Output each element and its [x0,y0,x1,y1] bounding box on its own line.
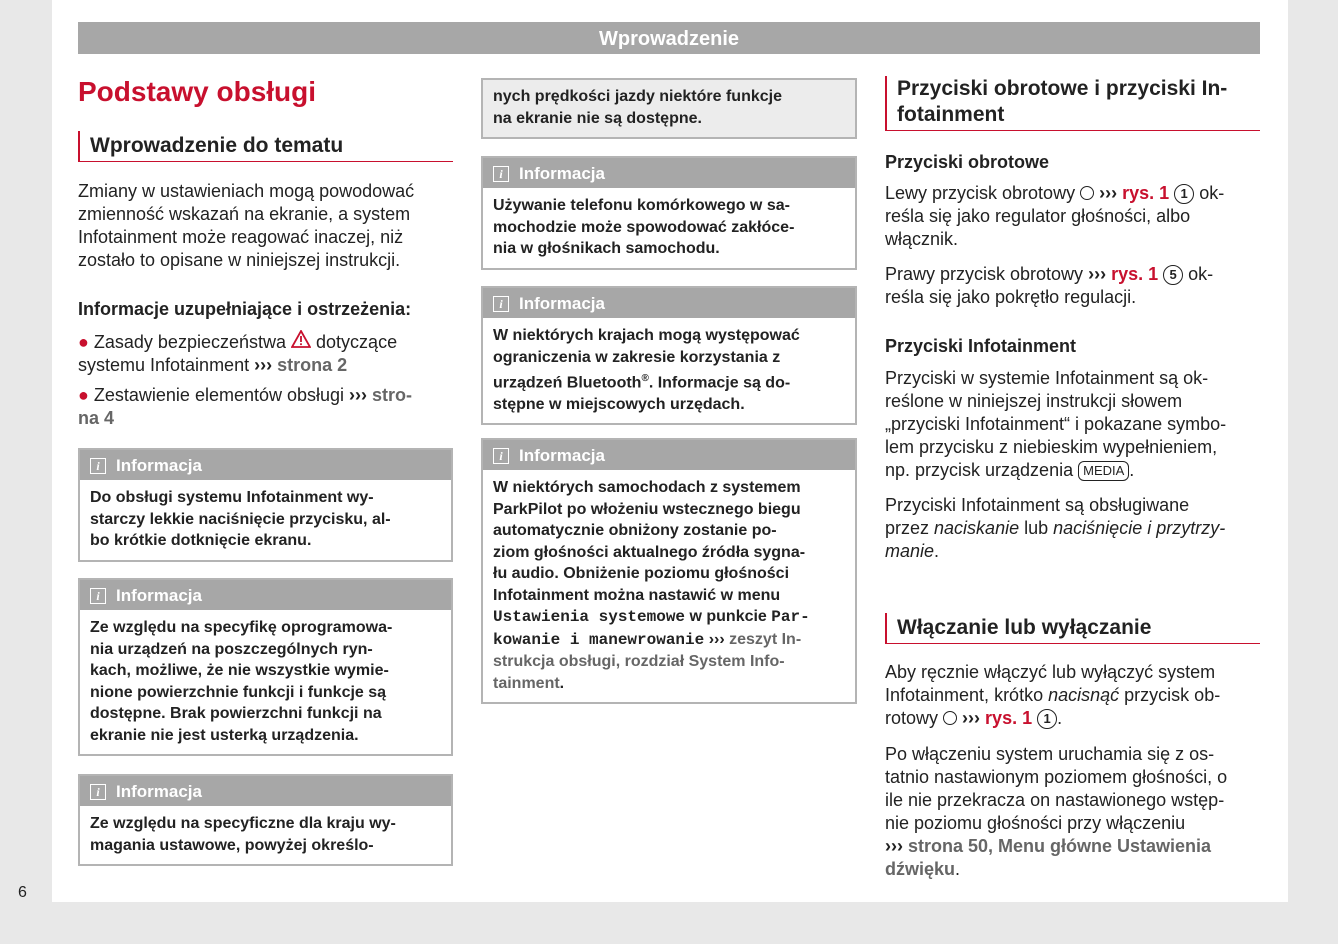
heading-line: Przyciski obrotowe i przyciski In- [897,77,1228,100]
chapter-header: Wprowadzenie [78,22,1260,54]
info-header [80,580,451,610]
text-line: Zmiany w ustawieniach mogą powodować [78,181,415,201]
callout-number: 1 [1037,709,1057,729]
emphasis: nacisnąć [1048,685,1120,705]
text-line: Aby ręcznie włączyć lub wyłączyć system [885,662,1216,682]
emphasis: naciśnięcie i przytrzy- [1053,518,1226,538]
paragraph-startup [885,743,1260,881]
page-number: 6 [18,884,27,901]
arrow-ref-icon: ››› [1088,264,1107,284]
info-box [481,438,857,704]
text-line: zostało to opisane w niniejszej instrukcji. [78,250,401,270]
arrow-ref-icon: ››› [349,385,368,405]
text-fragment: . [955,859,961,879]
page-title: Podstawy obsługi [78,76,317,107]
text-line: reśla się jako regulator głośności, albo [885,206,1191,226]
text-line: Infotainment może reagować inaczej, niż [78,227,404,247]
text-line: stępne w miejscowych urzędach. [493,395,745,413]
text-fragment: Prawy przycisk obrotowy [885,264,1084,284]
text-line: nione powierzchnie funkcji i funkcje są [90,683,387,701]
info-icon: i [90,458,106,474]
subheading-info: Informacje uzupełniające i ostrzeżenia: [78,299,412,319]
info-header [80,450,451,480]
text-fragment: urządzeń Bluetooth [493,374,642,392]
text-line: Przyciski w systemie Infotainment są ok- [885,368,1209,388]
page-link[interactable]: na 4 [78,408,115,428]
bullet-text: Zestawienie elementów obsługi [93,385,345,405]
info-box [78,774,453,866]
text-line: ograniczenia w zakresie korzystania z [493,348,781,366]
warning-triangle-icon [291,330,311,348]
info-header [483,440,855,470]
manual-link[interactable]: zeszyt In- [729,630,802,648]
text-fragment: np. przycisk urządzenia [885,460,1074,480]
text-line: ekranie nie jest usterką urządzenia. [90,726,359,744]
text-line: nie poziomu głośności przy włączeniu [885,813,1186,833]
text-line: na ekranie nie są dostępne. [493,109,702,127]
heading-line: fotainment [897,103,1005,126]
text-line: nia urządzeń na poszczególnych ryn- [90,640,373,658]
info-icon: i [493,166,509,182]
info-box [481,156,857,270]
info-body [80,610,451,754]
info-body [80,806,451,864]
text-line: Ze względu na specyfikę oprogramowa- [90,619,393,636]
bullet-text: dotyczące [316,332,398,352]
info-body [483,318,855,423]
text-line: włącznik. [885,229,959,249]
text-line: Ze względu na specyficzne dla kraju wy- [90,815,396,832]
text-line [885,517,1260,540]
text-line [493,606,845,629]
text-fragment: . [559,674,565,692]
emphasis: manie [885,541,935,561]
info-icon: i [90,588,106,604]
text-line: magania ustawowe, powyżej określo- [90,836,374,854]
bullet-text: systemu Infotainment [78,355,250,375]
text-line [885,707,1260,730]
menu-name: Ustawienia systemowe [493,608,686,626]
rotary-knob-icon [943,711,957,725]
info-label: Informacja [519,446,605,465]
text-line: mochodzie może spowodować zakłóce- [493,218,795,236]
arrow-ref-icon: ››› [708,630,725,648]
info-icon: i [493,296,509,312]
text-fragment: . Informacje są do- [648,374,791,392]
text-line: lem przycisku z niebieskim wypełnieniem, [885,437,1218,457]
text-line: reślone w niniejszej instrukcji słowem [885,391,1183,411]
info-icon: i [493,448,509,464]
info-label: Informacja [116,782,202,801]
text-line: Używanie telefonu komórkowego w sa- [493,197,790,214]
figure-link[interactable]: rys. 1 [985,708,1033,728]
rotary-knob-icon [1080,186,1094,200]
text-line [885,684,1260,707]
section-heading-intro: Wprowadzenie do tematu [78,131,453,162]
text-line: tatnio nastawionym poziomem głośności, o [885,767,1228,787]
info-header [483,158,855,188]
bullet-dot: ● [78,385,89,405]
text-line: ile nie przekracza on nastawionego wstęp- [885,790,1225,810]
info-body [483,80,855,137]
info-body [80,480,451,560]
text-line [493,673,845,695]
arrow-ref-icon: ››› [254,355,273,375]
info-label: Informacja [519,164,605,183]
info-body [483,470,855,702]
text-line [493,629,845,652]
text-fragment: . [1057,708,1063,728]
menu-name: Par- [771,608,810,626]
info-header [483,288,855,318]
info-label: Informacja [519,294,605,313]
text-line [885,835,1260,858]
text-fragment: . [1129,460,1135,480]
text-fragment: w punkcie [685,608,772,625]
manual-link[interactable]: tainment [493,674,560,692]
text-line: bo krótkie dotknięcie ekranu. [90,532,312,549]
text-line: nych prędkości jazdy niektóre funkcje [493,88,782,105]
text-line: reśla się jako pokrętło regulacji. [885,287,1137,307]
paragraph-operation [885,494,1260,563]
info-box [481,286,857,425]
manual-link[interactable]: strukcja obsługi, rozdział System Info- [493,653,785,670]
text-line: „przyciski Infotainment“ i pokazane symbo- [885,414,1227,434]
page-link[interactable]: stro- [372,385,413,405]
text-line: starczy lekkie naciśnięcie przycisku, al- [90,510,391,528]
menu-name: kowanie i manewrowanie [493,630,705,649]
callout-number: 1 [1174,184,1194,204]
text-line: W niektórych samochodach z systemem [493,479,801,496]
emphasis: naciskanie [934,518,1020,538]
section-heading-buttons [885,76,1260,131]
text-fragment: ok- [1188,264,1214,284]
bullet-controls [78,384,453,430]
subheading-rotary: Przyciski obrotowe [885,152,1050,172]
text-line: dostępne. Brak powierzchni funkcji na [90,705,382,722]
arrow-ref-icon: ››› [1099,183,1118,203]
text-line: Przyciski Infotainment są obsługiwane [885,495,1190,515]
text-fragment: Infotainment, krótko [885,685,1044,705]
text-line: Do obsługi systemu Infotainment wy- [90,489,374,506]
text-fragment: rotowy [885,708,939,728]
media-button-symbol: MEDIA [1078,461,1129,481]
figure-link[interactable]: rys. 1 [1122,183,1170,203]
text-line [885,263,1260,286]
text-line: W niektórych krajach mogą występować [493,327,800,344]
text-line: automatycznie obniżony zostanie po- [493,522,777,539]
subheading-infotainment: Przyciski Infotainment [885,336,1077,356]
text-line: ParkPilot po włożeniu wstecznego biegu [493,500,801,518]
section-heading-onoff: Włączanie lub wyłączanie [885,613,1260,644]
info-box [78,578,453,756]
paragraph-infotainment-buttons [885,367,1260,482]
arrow-ref-icon: ››› [885,836,903,856]
text-fragment: Lewy przycisk obrotowy [885,183,1076,203]
paragraph-right-knob [885,263,1260,309]
info-body [483,188,855,268]
text-fragment: lub [1024,518,1049,538]
info-icon: i [90,784,106,800]
intro-paragraph [78,180,453,272]
paragraph-switch-on [885,661,1260,730]
text-line [885,182,1260,205]
callout-number: 5 [1163,265,1183,285]
text-fragment: przez [885,518,930,538]
info-label: Informacja [116,456,202,475]
text-line: Po włączeniu system uruchamia się z os- [885,744,1215,764]
info-label: Informacja [116,586,202,605]
paragraph-left-knob [885,182,1260,251]
page-link[interactable]: dźwięku [885,859,956,879]
text-line: nia w głośnikach samochodu. [493,240,720,257]
bullet-dot: ● [78,332,89,352]
text-fragment: . [934,541,940,561]
registered-mark: ® [641,373,649,384]
text-line [885,858,1260,881]
page-link[interactable]: strona 50, Menu główne Ustawienia [908,836,1212,856]
text-line: ziom głośności aktualnego źródła sygna- [493,543,806,561]
text-line: zmienność wskazań na ekranie, a system [78,204,411,224]
text-line [885,540,1260,563]
text-line: Infotainment można nastawić w menu [493,586,781,604]
arrow-ref-icon: ››› [962,708,981,728]
text-line [885,459,1260,482]
text-fragment: ok- [1199,183,1225,203]
info-header [80,776,451,806]
text-fragment: przycisk ob- [1124,685,1221,705]
text-line [493,368,845,394]
figure-link[interactable]: rys. 1 [1111,264,1159,284]
info-box-continued [481,78,857,139]
info-box [78,448,453,562]
page-link[interactable]: strona 2 [277,355,348,375]
text-line: łu audio. Obniżenie poziomu głośności [493,565,790,582]
text-line: kach, możliwe, że nie wszystkie wymie- [90,662,389,679]
bullet-text: Zasady bezpieczeństwa [93,332,286,352]
bullet-safety [78,330,453,377]
